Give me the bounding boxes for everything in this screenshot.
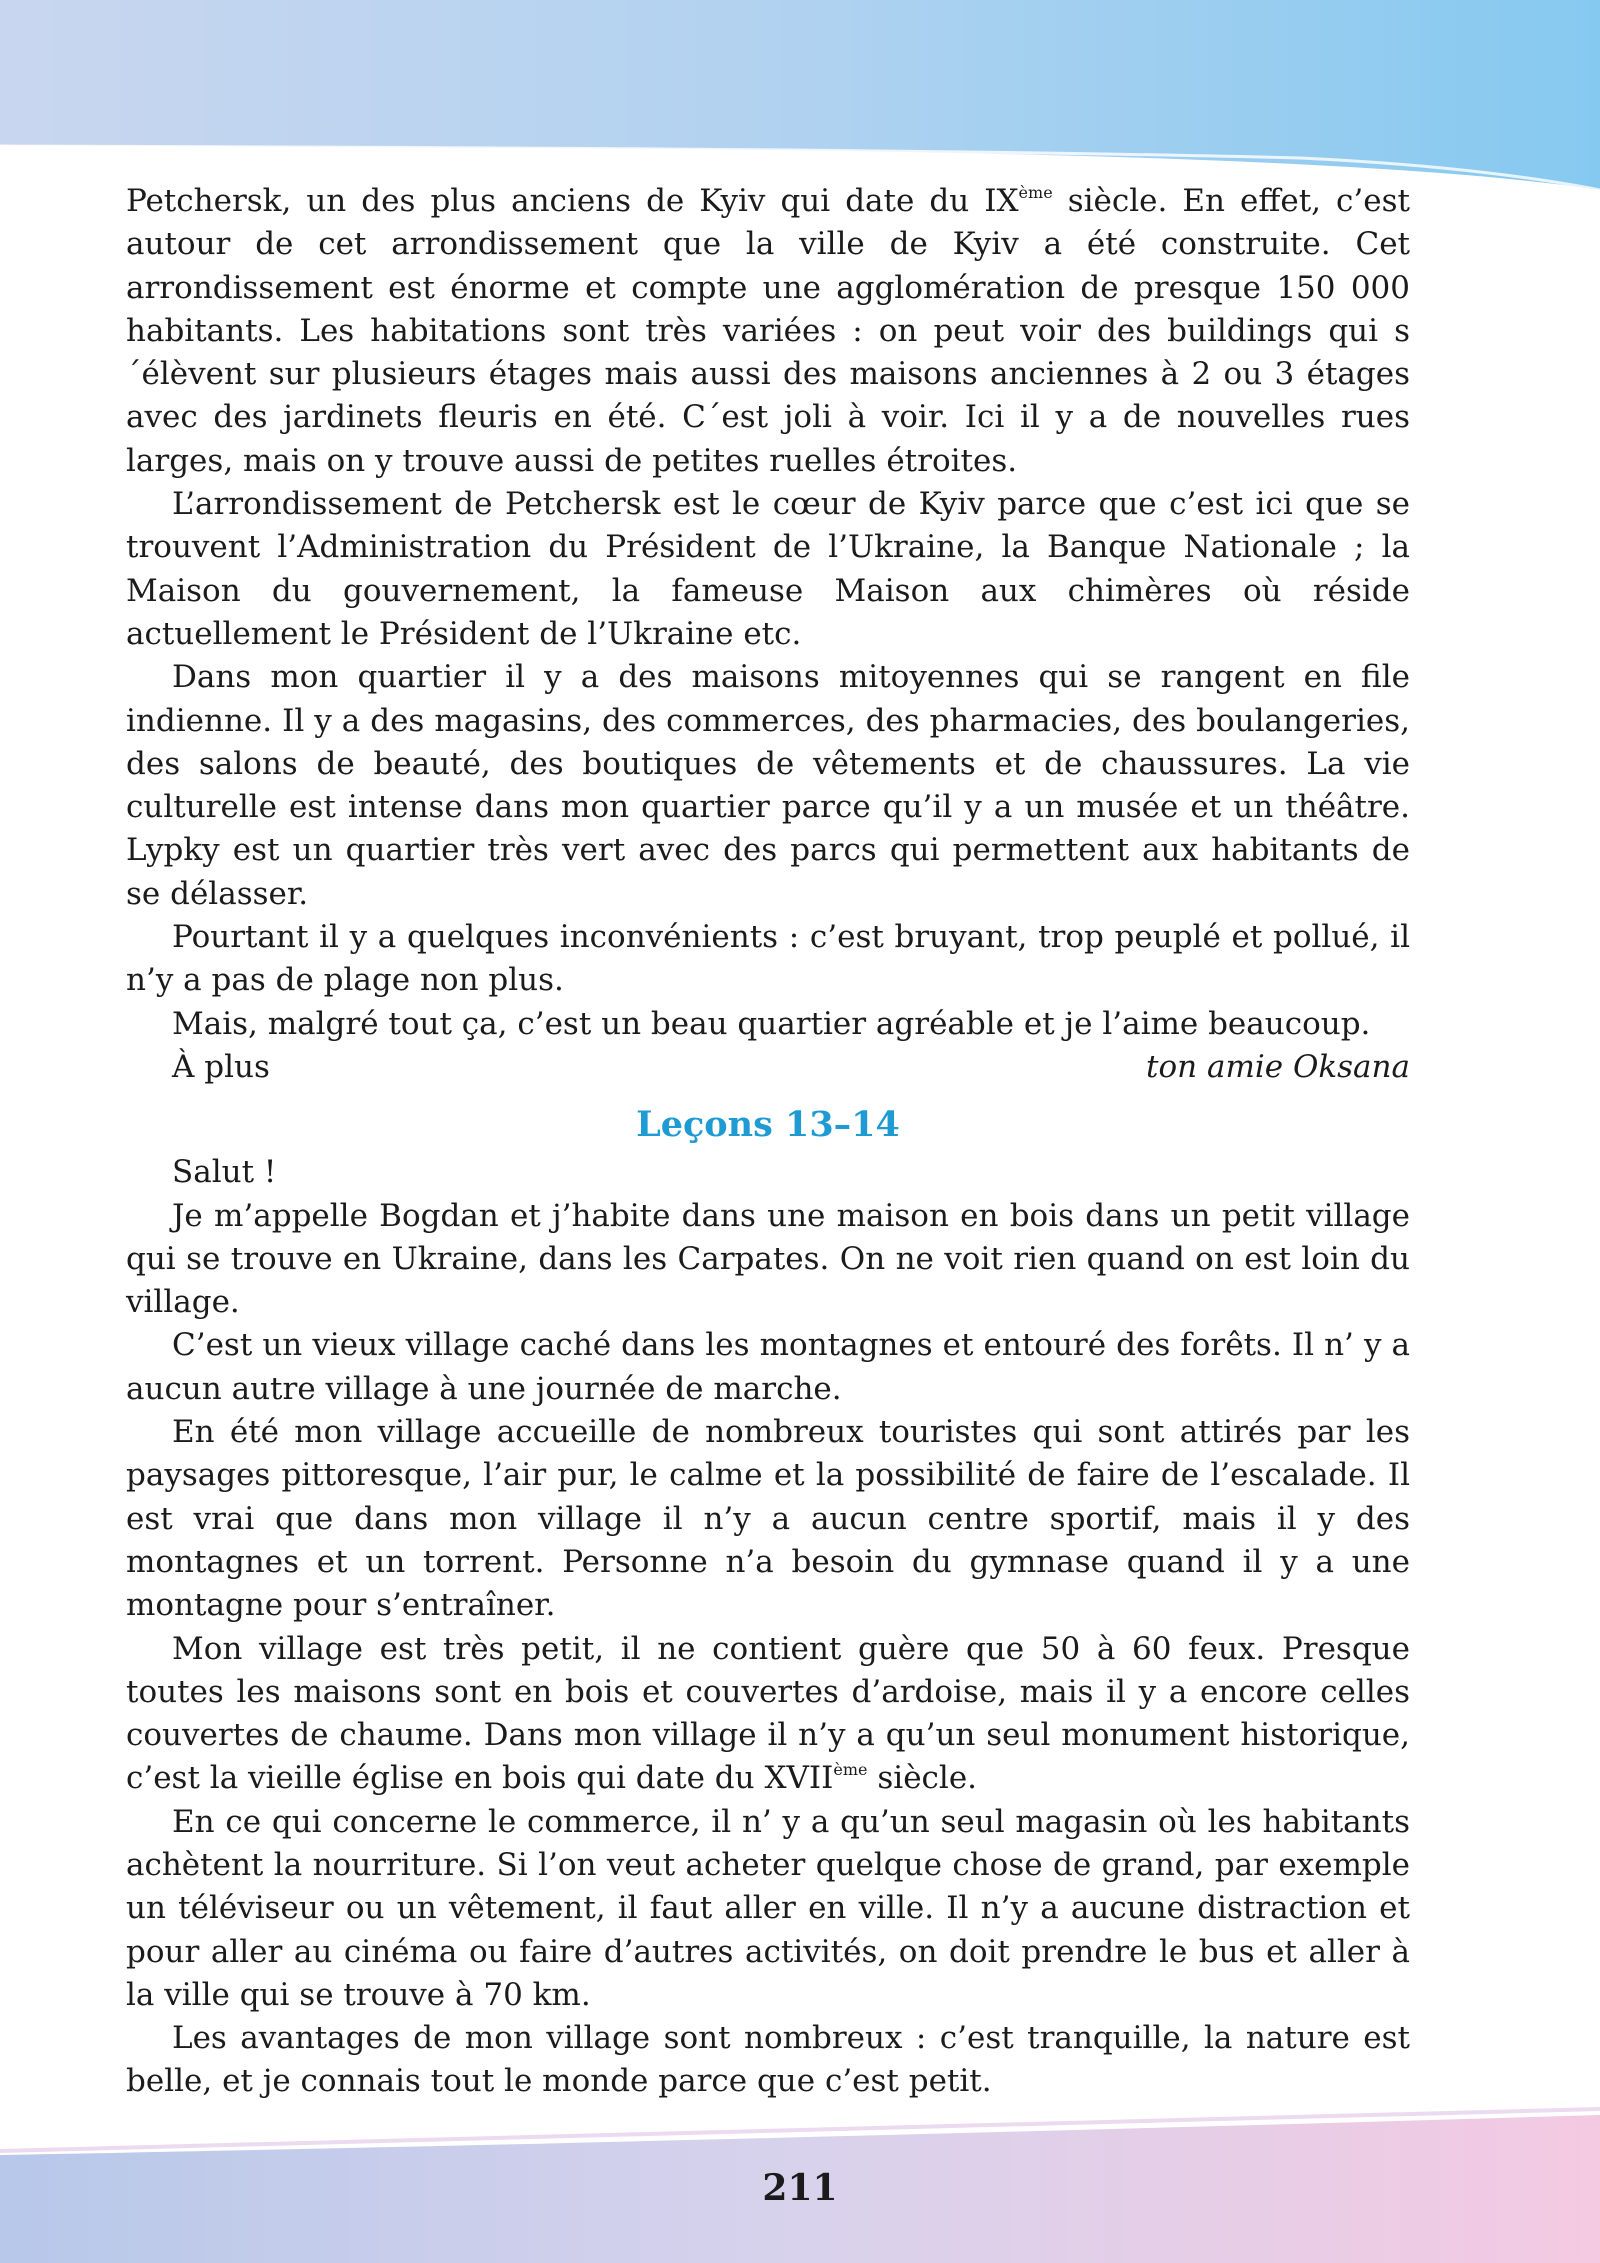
letter1-paragraph-2: L’arrondissement de Petchersk est le cœur de Kyiv parce que c’est ici que se trouvent l’Administration du Président de l’Ukraine, la Banque Nationale ; la Maison du gouvernement, la fameuse Maison aux chimères où réside actuellement le Président de l’Ukraine etc.	[126, 486, 1410, 652]
letter2-paragraph-5: En ce qui concerne le commerce, il n’ y a qu’un seul magasin où les habitants achètent la nourriture. Si l’on veut acheter quelque chose de grand, par exemple un téléviseur ou un vêtement, il faut aller en ville. Il n’y a aucune distraction et pour aller au cinéma ou faire d’autres activités, on doit prendre le bus et aller à la ville qui se trouve à 70 km.	[126, 1803, 1410, 2013]
page-content	[126, 180, 1410, 2104]
superscript-eme: ème	[1018, 183, 1053, 202]
top-decorative-band	[0, 0, 1600, 200]
letter2-paragraph-2: C’est un vieux village caché dans les montagnes et entouré des forêts. Il n’ y a aucun autre village à une journée de marche.	[126, 1327, 1410, 1407]
page-number: 211	[762, 2167, 838, 2209]
closing: À plus	[172, 1048, 270, 1085]
letter2-greeting: Salut !	[172, 1154, 277, 1191]
signature: ton amie Oksana	[1146, 1048, 1410, 1085]
letter1-paragraph-1: Petchersk, un des plus anciens de Kyiv qui date du IXème siècle. En effet, c’est autour de cet arrondissement que la ville de Kyiv a été construite. Cet arrondissement est énorme et compte une agglomération de presque 150 000 habitants. Les habitations sont très variées : on peut voir des buildings qui s´élèvent sur plusieurs étages mais aussi des maisons anciennes à 2 ou 3 étages avec des jardinets fleuris en été. C´est joli à voir. Ici il y a de nouvelles rues larges, mais on y trouve aussi de petites ruelles étroites.	[126, 183, 1410, 479]
letter2-paragraph-3: En été mon village accueille de nombreux touristes qui sont attirés par les paysages pittoresque, l’air pur, le calme et la possibilité de faire de l’escalade. Il est vrai que dans mon village il n’y a aucun centre sportif, mais il y des montagnes et un torrent. Personne n’a besoin du gymnase quand il y a une montagne pour s’entraîner.	[126, 1414, 1410, 1624]
letter1-paragraph-3: Dans mon quartier il y a des maisons mitoyennes qui se rangent en file indienne. Il y a des magasins, des commerces, des pharmacies, des boulangeries, des salons de beauté, des boutiques de vêtements et de chaussures. La vie culturelle est intense dans mon quartier parce qu’il y a un musée et un théâtre. Lypky est un quartier très vert avec des parcs qui permettent aux habitants de se délasser.	[126, 659, 1410, 912]
section-title: Leçons 13–14	[636, 1104, 900, 1146]
letter1-paragraph-4: Pourtant il y a quelques inconvénients : c’est bruyant, trop peuplé et pollué, il n’y a pas de plage non plus.	[126, 919, 1410, 999]
letter1-signoff	[126, 1046, 1410, 1089]
letter1-paragraph-5: Mais, malgré tout ça, c’est un beau quartier agréable et je l’aime beaucoup.	[172, 1005, 1371, 1042]
letter2-paragraph-1: Je m’appelle Bogdan et j’habite dans une maison en bois dans un petit village qui se trouve en Ukraine, dans les Carpates. On ne voit rien quand on est loin du village.	[126, 1197, 1410, 1321]
letter2-paragraph-4: Mon village est très petit, il ne contient guère que 50 à 60 feux. Presque toutes les maisons sont en bois et couvertes d’ardoise, mais il y a encore celles couvertes de chaume. Dans mon village il n’y a qu’un seul monument historique, c’est la vieille église en bois qui date du XVIIème siècle.	[126, 1630, 1410, 1797]
letter2-paragraph-6: Les avantages de mon village sont nombreux : c’est tranquille, la nature est belle, et je connais tout le monde parce que c’est petit.	[126, 2020, 1410, 2100]
superscript-eme: ème	[833, 1760, 868, 1780]
